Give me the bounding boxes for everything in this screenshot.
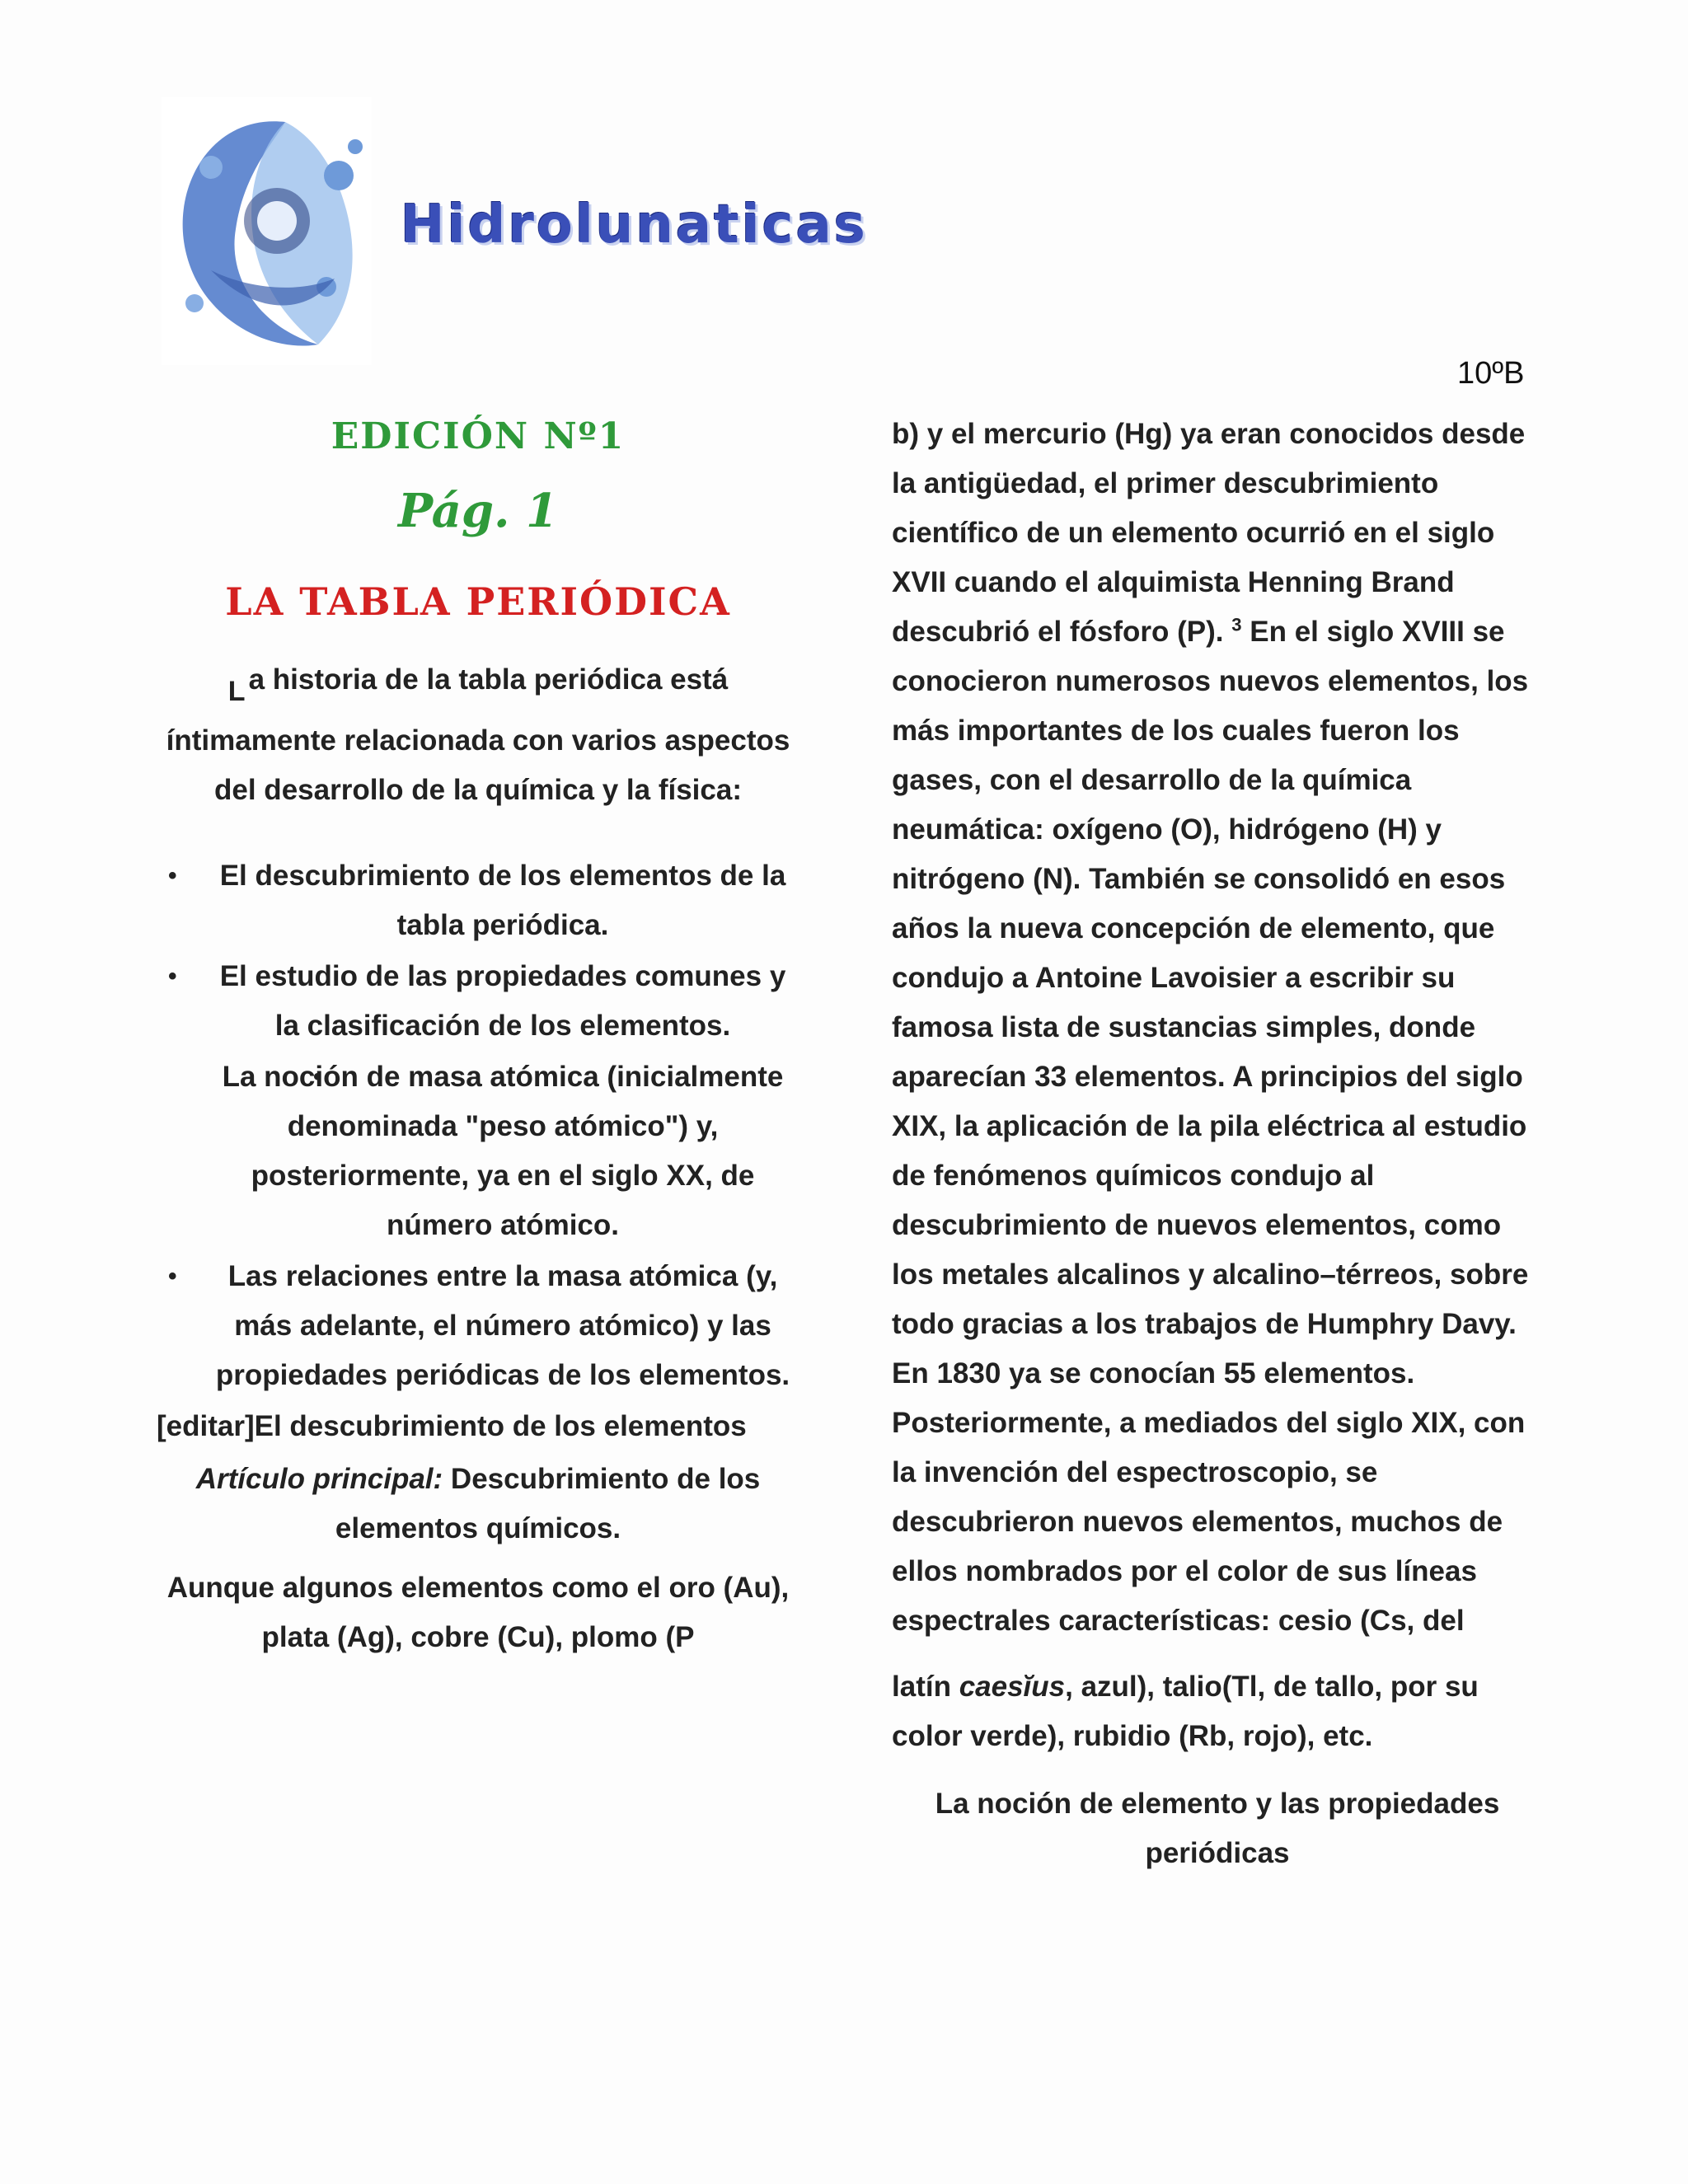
section-title: LA TABLA PERIÓDICA xyxy=(225,579,731,624)
latin-term: caesĭus xyxy=(959,1671,1066,1703)
intro-text: a historia de la tabla periódica está íntimamente relacionada con varios aspectos del desarrollo de la química y la física: xyxy=(166,663,790,806)
body-text: b) y el mercurio (Hg) ya eran conocidos desde la antigüedad, el primer descubrimiento científico de un elemento ocurrió en el siglo XVII cuando el alquimista Henning Brand descubrió el fósforo (P). xyxy=(892,418,1526,648)
left-column xyxy=(157,408,799,1662)
grade-label: 10ºB xyxy=(1457,356,1525,391)
body-text: latín xyxy=(892,1671,959,1703)
edition-heading: EDICIÓN Nº1 xyxy=(331,415,626,457)
list-item: • El estudio de las propiedades comunes y la clasificación de los elementos. xyxy=(157,952,799,1051)
footnote-ref[interactable]: 3 xyxy=(1231,614,1242,635)
body-paragraph xyxy=(892,410,1543,1646)
paragraph: Aunque algunos elementos como el oro (Au), plata (Ag), cobre (Cu), plomo (P xyxy=(166,1572,790,1653)
page-number: Pág. 1 xyxy=(397,484,558,538)
section-heading: La noción de elemento y las propiedades periódicas xyxy=(935,1788,1500,1869)
main-article-note xyxy=(157,1455,799,1554)
masthead-title: Hidrolunaticas xyxy=(401,194,868,255)
intro-paragraph xyxy=(157,655,799,815)
list-item: • El descubrimiento de los elementos de la tabla periódica. xyxy=(157,851,799,950)
list-item: • Las relaciones entre la masa atómica (y, más adelante, el número atómico) y las propiedades periódicas de los elementos. xyxy=(157,1252,799,1400)
body-text: , azul), talio(Tl, de tallo, por su color verde), rubidio (Rb, rojo), etc. xyxy=(892,1671,1479,1752)
article-link[interactable]: Descubrimiento de los elementos químicos. xyxy=(335,1463,761,1544)
body-paragraph-end xyxy=(892,1662,1543,1761)
article-label: Artículo principal: xyxy=(195,1463,443,1495)
body-text: En el siglo XVIII se conocieron numerosos nuevos elementos, los más importantes de los cuales fueron los gases, con el desarrollo de la química neumática: oxígeno (O), hidrógeno (H) y nitrógeno (N). También se consolidó en esos años la nueva concepción de elemento, que condujo a Antoine Lavoisier a escribir su famosa lista de sustancias simples, donde aparecían 33 elementos. A principios del siglo XIX, la aplicación de la pila eléctrica al estudio de fenómenos químicos condujo al descubrimiento de nuevos elementos, como los metales alcalinos y alcalino–térreos, sobre todo gracias a los trabajos de Humphry Davy. En 1830 ya se conocían 55 elementos. Posteriormente, a mediados del siglo XIX, con la invención del espectroscopio, se descubrieron nuevos elementos, muchos de ellos nombrados por el color de sus líneas espectrales características: cesio (Cs, del xyxy=(892,616,1529,1637)
subsection-heading[interactable]: [editar]El descubrimiento de los elementos xyxy=(157,1410,747,1442)
masthead xyxy=(162,97,868,369)
drop-cap: L xyxy=(227,676,246,707)
moon-cloud-illustration-icon xyxy=(162,97,372,365)
list-item: • La noción de masa atómica (inicialmente denominada "peso atómico") y, posteriormente, ya en el siglo XX, de número atómico. xyxy=(157,1052,799,1250)
topics-list xyxy=(157,851,799,1400)
right-column xyxy=(892,410,1543,1878)
